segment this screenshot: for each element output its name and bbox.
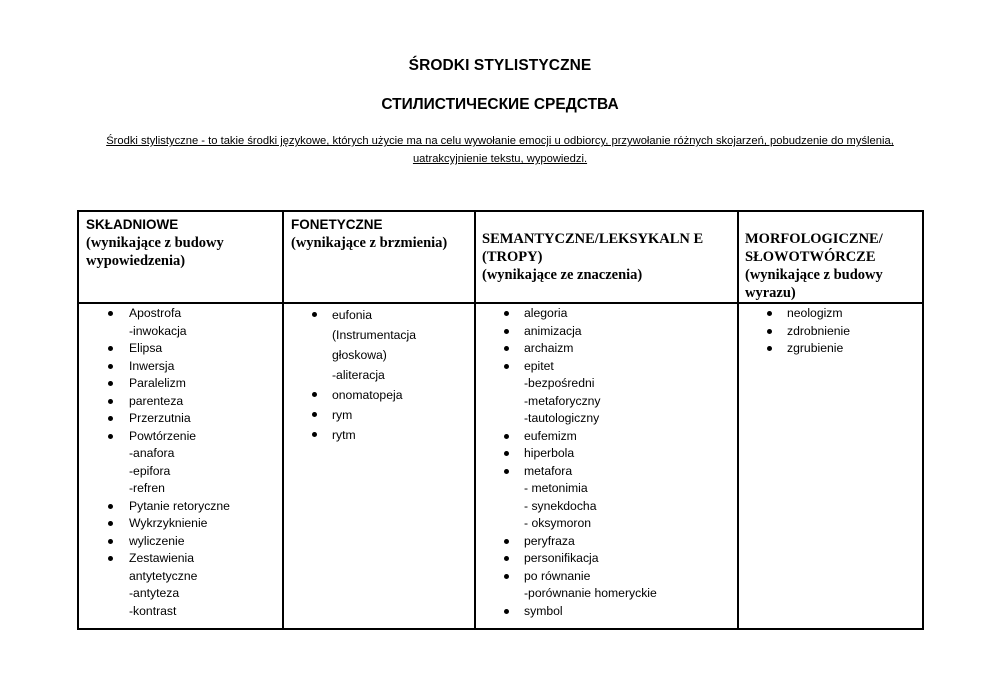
list-item: po równanie	[476, 568, 737, 586]
list-item: Przerzutnia	[79, 410, 282, 428]
list-item: peryfraza	[476, 533, 737, 551]
list-item: zdrobnienie	[739, 323, 922, 341]
column-subtitle: (wynikające z budowy wyrazu)	[745, 267, 883, 301]
list-subitem: głoskowa)	[332, 348, 387, 362]
list-item: Wykrzyknienie	[79, 515, 282, 533]
list-item: personifikacja	[476, 550, 737, 568]
list-subitem: -anafora	[129, 446, 175, 460]
column-subtitle: (wynikające z brzmienia)	[291, 235, 448, 251]
list-item: Apostrofa	[79, 305, 282, 323]
list-subitem: -refren	[129, 481, 165, 495]
list-item: Pytanie retoryczne	[79, 498, 282, 516]
column-cell-semantic	[475, 303, 738, 629]
column-title: SKŁADNIOWE	[86, 217, 179, 232]
column-title: FONETYCZNE	[291, 217, 383, 232]
table-body-row	[78, 303, 923, 629]
column-subtitle: (wynikające z budowy wypowiedzenia)	[86, 235, 224, 269]
list-item: Elipsa	[79, 340, 282, 358]
column-header-phonetic	[283, 211, 475, 303]
list-item: alegoria	[476, 305, 737, 323]
column-header-morphological	[738, 211, 923, 303]
definition-paragraph: Środki stylistyczne - to takie środki językowe, których użycie ma na celu wywołanie emocji u odbiorcy, przywołanie różnych skojarzeń, pobudzenie do myślenia, uatrakcyjnienie tekstu, wypowiedzi.	[106, 135, 894, 165]
device-list	[476, 304, 737, 620]
list-item: eufemizm	[476, 428, 737, 446]
list-subitem: -inwokacja	[129, 323, 187, 338]
list-item: animizacja	[476, 323, 737, 341]
device-list	[739, 304, 922, 358]
table-header-row	[78, 211, 923, 303]
list-item: Paralelizm	[79, 375, 282, 393]
list-item: onomatopeja	[284, 385, 474, 405]
list-item: neologizm	[739, 305, 922, 323]
device-list	[79, 304, 282, 620]
stylistic-devices-table	[77, 210, 924, 630]
column-title: SEMANTYCZNE/LEKSYKALN E	[482, 231, 704, 247]
list-item: Inwersja	[79, 358, 282, 376]
list-subitem: - oksymoron	[524, 516, 592, 530]
column-cell-syntactic	[78, 303, 283, 629]
list-subitem: (Instrumentacja	[332, 328, 416, 342]
list-item: Zestawienia	[79, 550, 282, 568]
list-subitem: -porównanie homeryckie	[524, 586, 657, 600]
list-item: rytm	[284, 425, 474, 445]
list-subitem: -aliteracja	[332, 368, 385, 382]
page-title-russian: СТИЛИСТИЧЕСКИЕ СРЕДСТВА	[381, 96, 619, 113]
list-subitem: - synekdocha	[524, 498, 597, 513]
list-subitem: antytetyczne	[129, 568, 198, 583]
list-item: rym	[284, 405, 474, 425]
column-cell-morphological	[738, 303, 923, 629]
column-header-semantic	[475, 211, 738, 303]
list-subitem: -bezpośredni	[524, 376, 595, 390]
list-subitem: - metonimia	[524, 481, 588, 495]
device-list	[284, 304, 474, 445]
list-item: Powtórzenie	[79, 428, 282, 446]
column-cell-phonetic	[283, 303, 475, 629]
list-item: eufonia	[284, 305, 474, 325]
list-item: symbol	[476, 603, 737, 621]
column-title-secondary: (TROPY)	[482, 249, 543, 265]
list-item: metafora	[476, 463, 737, 481]
list-item: wyliczenie	[79, 533, 282, 551]
list-item: hiperbola	[476, 445, 737, 463]
column-title: MORFOLOGICZNE/ SŁOWOTWÓRCZE	[745, 231, 883, 265]
column-header-syntactic	[78, 211, 283, 303]
list-subitem: -tautologiczny	[524, 411, 600, 425]
list-item: archaizm	[476, 340, 737, 358]
list-subitem: -metaforyczny	[524, 393, 601, 408]
list-item: zgrubienie	[739, 340, 922, 358]
list-item: epitet	[476, 358, 737, 376]
list-subitem: -antyteza	[129, 586, 180, 600]
list-subitem: -epifora	[129, 463, 171, 478]
page-title: ŚRODKI STYLISTYCZNE	[408, 57, 592, 74]
list-subitem: -kontrast	[129, 603, 177, 618]
list-item: parenteza	[79, 393, 282, 411]
column-subtitle: (wynikające ze znaczenia)	[482, 267, 643, 283]
